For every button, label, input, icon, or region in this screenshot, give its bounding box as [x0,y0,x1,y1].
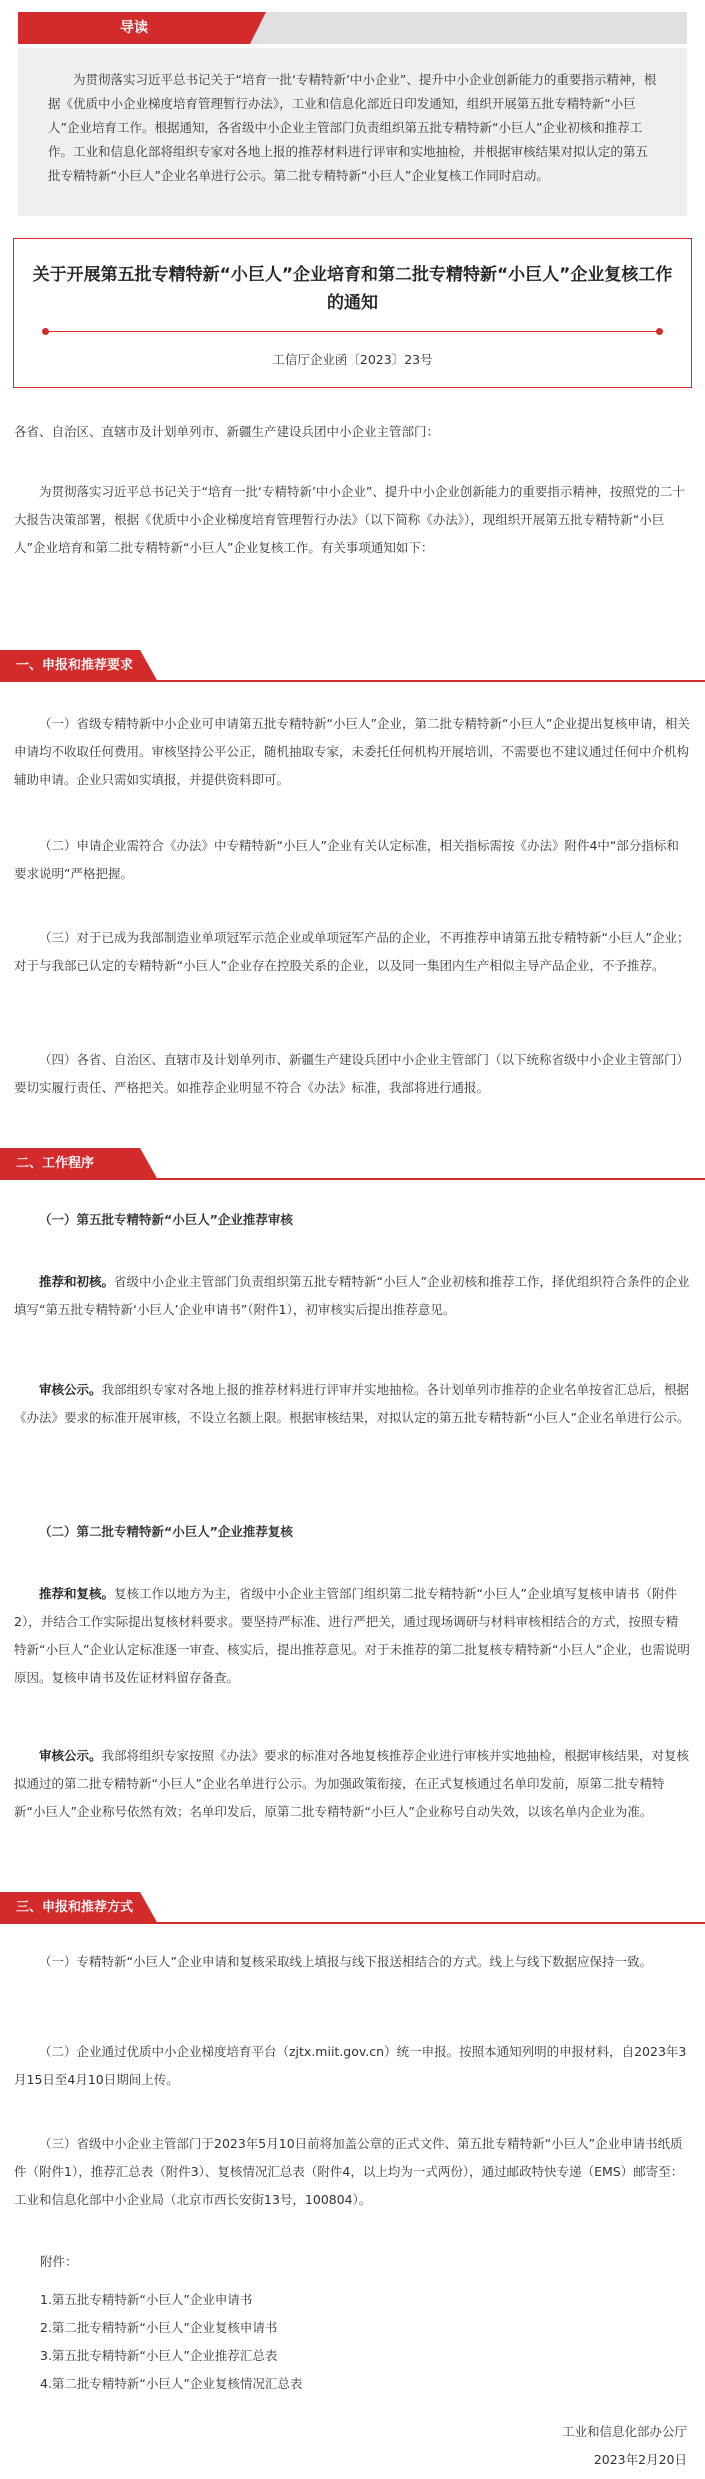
document-number: 工信厅企业函〔2023〕23号 [272,352,433,367]
attachments-heading: 附件： [40,2254,78,2269]
section-header-2 [0,1148,705,1180]
para-text: 复核工作以地方为主，省级中小企业主管部门组织第二批专精特新“小巨人”企业填写复核申请书（附件2），并结合工作实际提出复核材料要求。要坚持严标准、进行严把关，通过现场调研与材料审核相结合的方式，按照专精特新“小巨人”企业认定标准逐一审查、核实后，提出推荐意见。对于未推荐的第二批复核专精特新“小巨人”企业，也需说明原因。复核申请书及佐证材料留存备查。 [14,1586,690,1685]
section1-para-3: （三）对于已成为我部制造业单项冠军示范企业或单项冠军产品的企业，不再推荐申请第五批专精特新“小巨人”企业；对于与我部已认定的专精特新“小巨人”企业存在控股关系的企业，以及同一集团内生产相似主导产品企业，不予推荐。 [14,930,690,973]
para-text: 我部组织专家对各地上报的推荐材料进行评审并实地抽检。各计划单列市推荐的企业名单按省汇总后，根据《办法》要求的标准开展审核，不设立名额上限。根据审核结果，对拟认定的第五批专精特新“小巨人”企业名单进行公示。 [14,1382,690,1425]
section2-subheading-1: （一）第五批专精特新“小巨人”企业推荐审核 [39,1212,293,1227]
notice-title-box [13,238,692,388]
para-lead: 审核公示。 [39,1382,102,1397]
attachment-item: 3.第五批专精特新“小巨人”企业推荐汇总表 [40,2348,278,2363]
section-label: 三、申报和推荐方式 [0,1892,140,1924]
attachment-item: 2.第二批专精特新“小巨人”企业复核申请书 [40,2320,278,2335]
signature-date: 2023年2月20日 [593,2452,687,2467]
intro-summary: 为贯彻落实习近平总书记关于“培育一批‘专精特新’中小企业”、提升中小企业创新能力的重要指示精神，根据《优质中小企业梯度培育管理暂行办法》，工业和信息化部近日印发通知，组织开展第五批专精特新“小巨人”企业培育工作。根据通知，各省级中小企业主管部门负责组织第五批专精特新“小巨人”企业初核和推荐工作。工业和信息化部将组织专家对各地上报的推荐材料进行评审和实地抽检，并根据审核结果对拟认定的第五批专精特新“小巨人”企业名单进行公示。第二批专精特新“小巨人”企业复核工作同时启动。 [18,48,687,216]
section3-para-2: （二）企业通过优质中小企业梯度培育平台（zjtx.miit.gov.cn）统一申报。按照本通知列明的申报材料，自2023年3月15日至4月10日期间上传。 [14,2044,687,2087]
header-bar [18,12,687,44]
para-lead: 推荐和初核。 [39,1274,115,1289]
section2-para-1 [14,1268,690,1324]
section2-para-3 [14,1580,690,1692]
section1-para-2: （二）申请企业需符合《办法》中专精特新“小巨人”企业有关认定标准，相关指标需按《办法》附件4中“部分指标和要求说明”严格把握。 [14,838,679,881]
notice-title: 关于开展第五批专精特新“小巨人”企业培育和第二批专精特新“小巨人”企业复核工作的通知 [32,265,673,313]
section-label: 一、申报和推荐要求 [0,650,140,682]
title-divider [44,331,661,332]
para-text: 我部将组织专家按照《办法》要求的标准对各地复核推荐企业进行审核并实地抽检，根据审核结果，对复核拟通过的第二批专精特新“小巨人”企业名单进行公示。为加强政策衔接，在正式复核通过名单印发前，原第二批专精特新“小巨人”企业称号依然有效；名单印发后，原第二批专精特新“小巨人”企业称号自动失效，以该名单内企业为准。 [14,1748,690,1819]
section3-para-1: （一）专精特新“小巨人”企业申请和复核采取线上填报与线下报送相结合的方式。线上与线下数据应保持一致。 [39,1954,652,1969]
section2-subheading-2: （二）第二批专精特新“小巨人”企业推荐复核 [39,1524,293,1539]
section-label: 二、工作程序 [0,1148,140,1180]
signature-org: 工业和信息化部办公厅 [561,2424,687,2439]
section-header-3 [0,1892,705,1924]
section-header-1 [0,650,705,682]
section1-para-1: （一）省级专精特新中小企业可申请第五批专精特新“小巨人”企业，第二批专精特新“小巨人”企业提出复核申请，相关申请均不收取任何费用。审核坚持公平公正，随机抽取专家，未委托任何机构开展培训，不需要也不建议通过任何中介机构辅助申请。企业只需如实填报，并提供资料即可。 [14,716,690,787]
attachment-item: 4.第二批专精特新“小巨人”企业复核情况汇总表 [40,2376,303,2391]
section1-para-4: （四）各省、自治区、直辖市及计划单列市、新疆生产建设兵团中小企业主管部门（以下统称省级中小企业主管部门）要切实履行责任、严格把关。如推荐企业明显不符合《办法》标准，我部将进行通报。 [14,1052,690,1095]
preamble: 为贯彻落实习近平总书记关于“培育一批‘专精特新’中小企业”、提升中小企业创新能力的重要指示精神，按照党的二十大报告决策部署，根据《优质中小企业梯度培育管理暂行办法》（以下简称《办法》），现组织开展第五批专精特新“小巨人”企业培育和第二批专精特新“小巨人”企业复核工作。有关事项通知如下： [14,484,685,555]
attachment-item: 1.第五批专精特新“小巨人”企业申请书 [40,2292,253,2307]
section2-para-2 [14,1376,690,1432]
para-lead: 推荐和复核。 [39,1586,115,1601]
guide-tab: 导读 [18,12,250,44]
section2-para-4 [14,1742,690,1826]
para-lead: 审核公示。 [39,1748,102,1763]
addressee: 各省、自治区、直辖市及计划单列市、新疆生产建设兵团中小企业主管部门： [14,424,440,439]
section3-para-3: （三）省级中小企业主管部门于2023年5月10日前将加盖公章的正式文件、第五批专精特新“小巨人”企业申请书纸质件（附件1），推荐汇总表（附件3）、复核情况汇总表（附件4，以上均为一式两份），通过邮政特快专递（EMS）邮寄至：工业和信息化部中小企业局（北京市西长安街13号，100804）。 [14,2136,684,2207]
para-text: 省级中小企业主管部门负责组织第五批专精特新“小巨人”企业初核和推荐工作，择优组织符合条件的企业填写“第五批专精特新‘小巨人’企业申请书”（附件1），初审核实后提出推荐意见。 [14,1274,690,1317]
